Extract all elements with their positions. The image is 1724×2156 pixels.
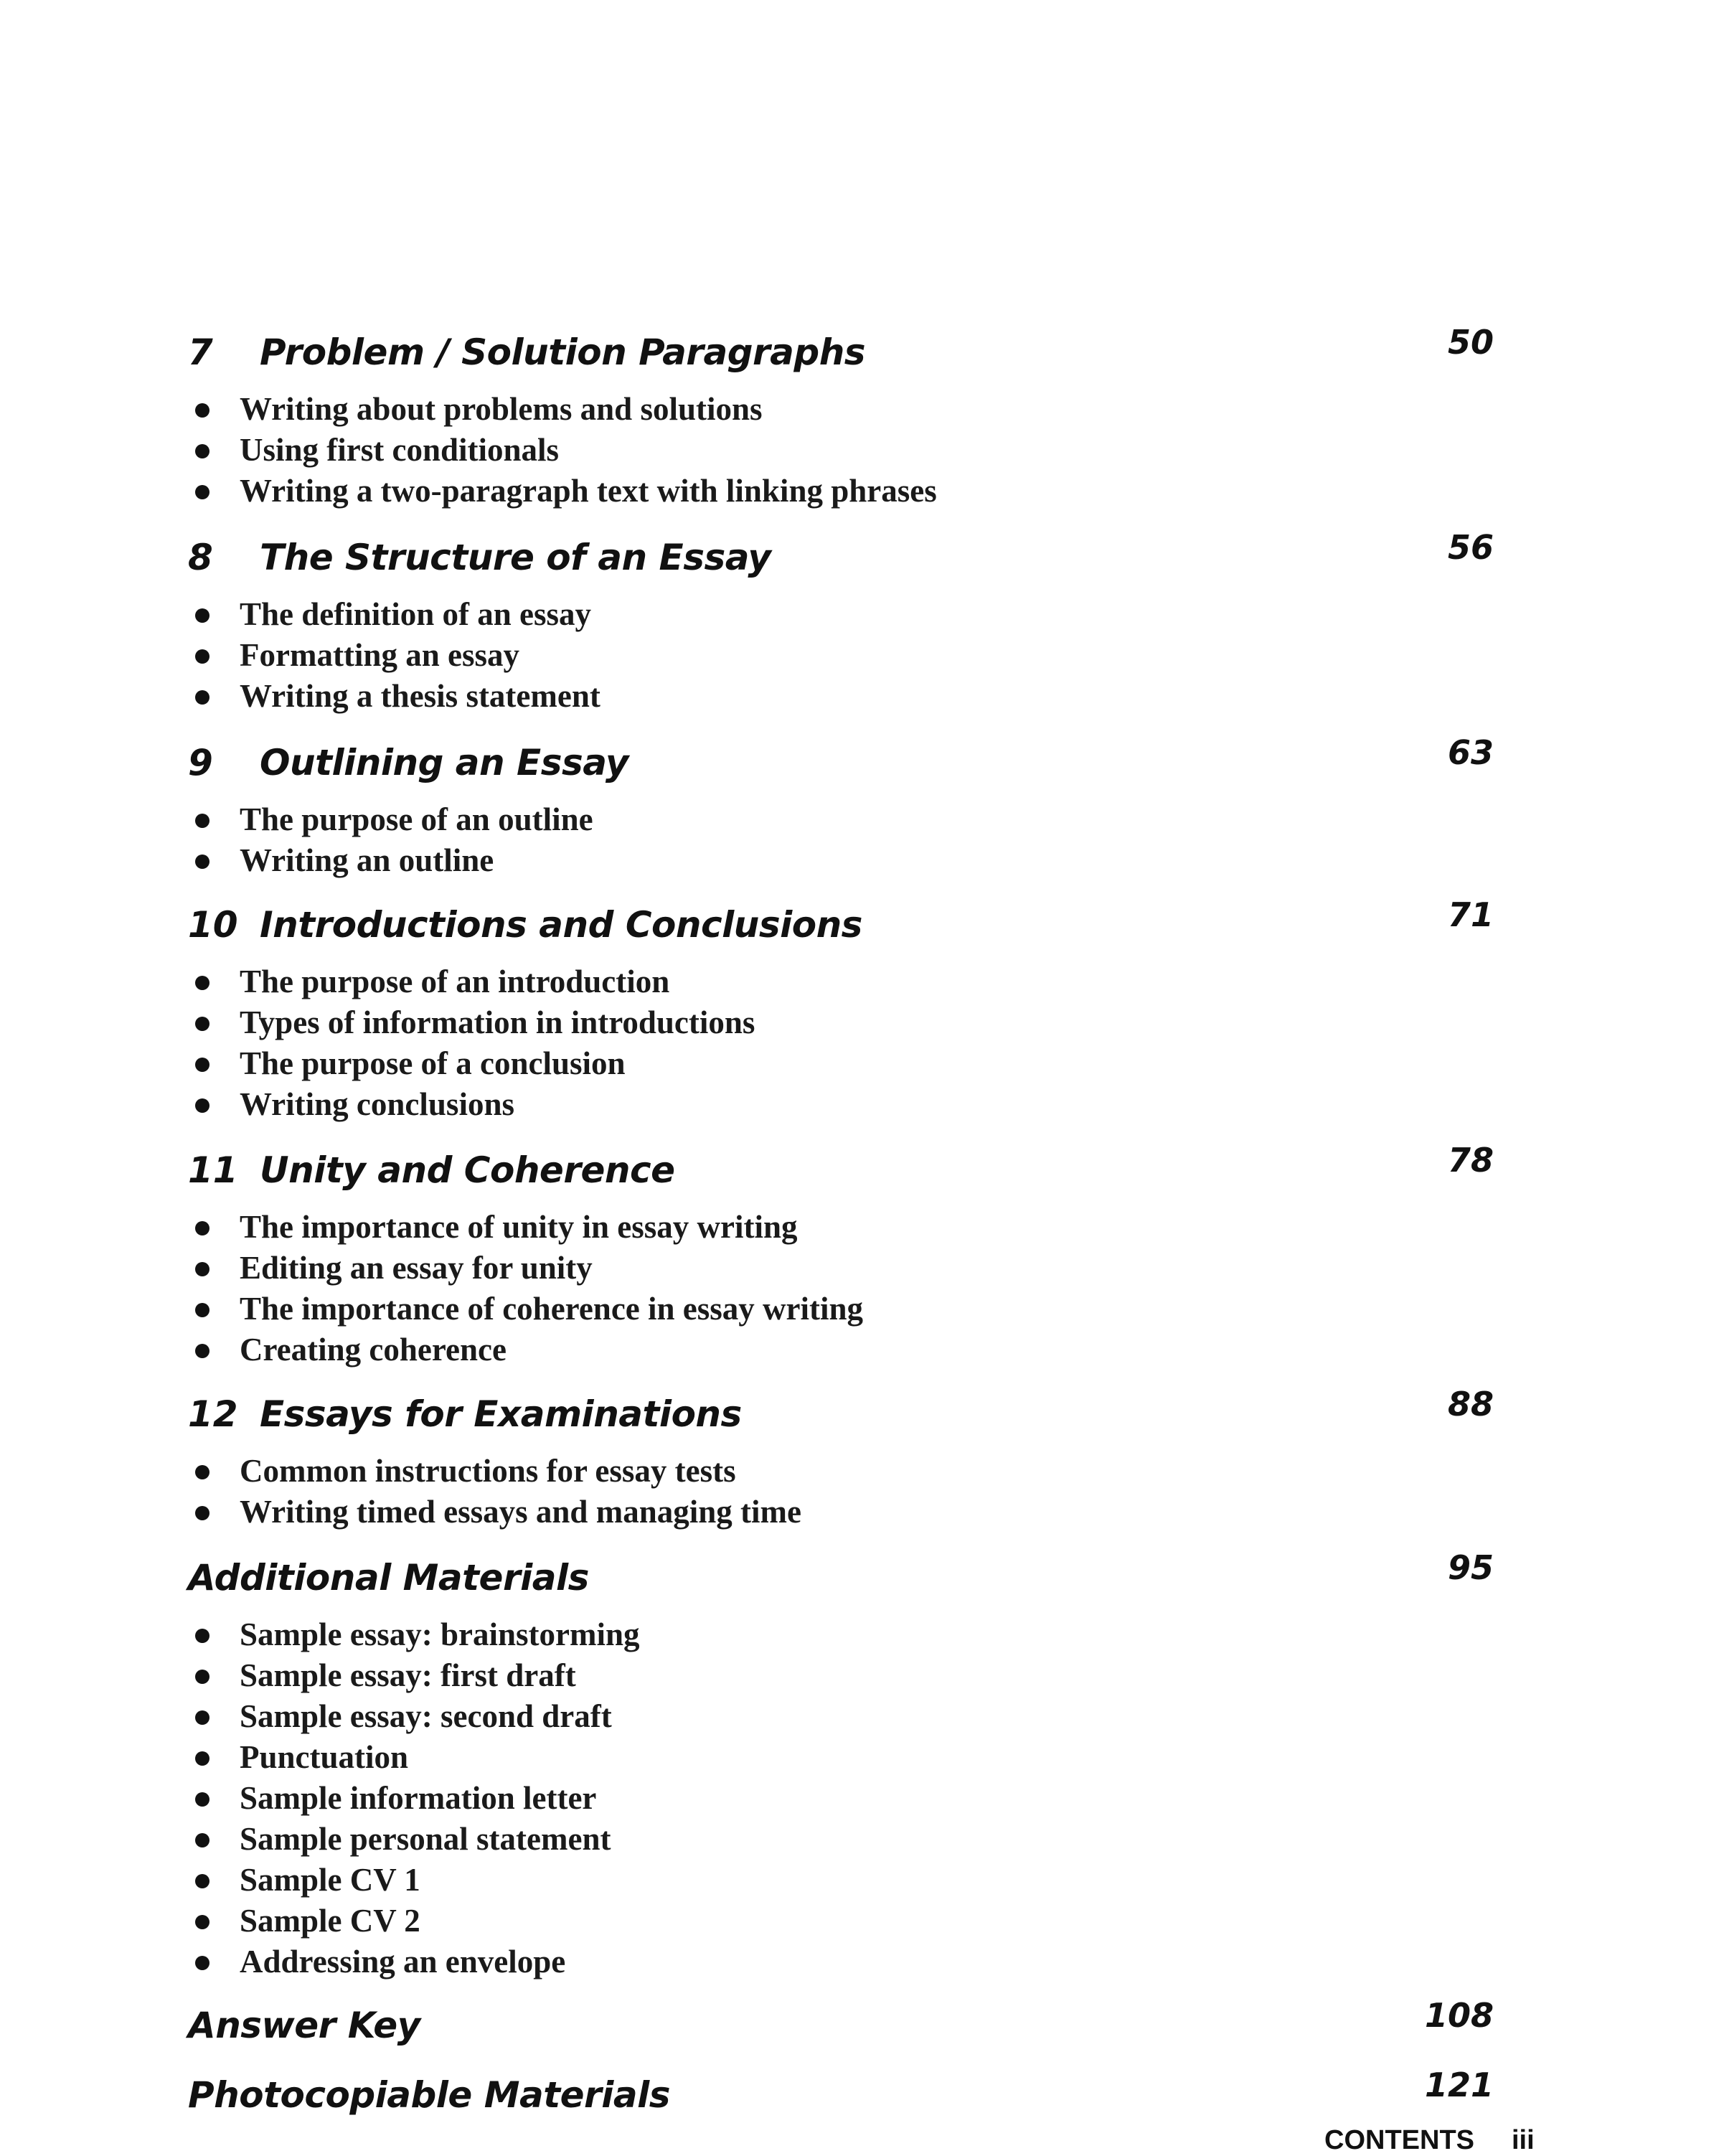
toc-section bbox=[188, 2066, 1494, 2124]
bullet-icon bbox=[195, 1710, 209, 1725]
topic-list bbox=[188, 594, 1494, 717]
section-heading bbox=[188, 1141, 1494, 1200]
page-number: 50 bbox=[1447, 323, 1494, 362]
toc-section bbox=[188, 1548, 1494, 1982]
page-footer bbox=[1324, 2125, 1535, 2156]
list-item bbox=[188, 1860, 1494, 1901]
bullet-icon bbox=[195, 1058, 209, 1072]
topic-text: Sample CV 1 bbox=[240, 1862, 420, 1898]
topic-text: Writing timed essays and managing time bbox=[240, 1494, 801, 1530]
bullet-icon bbox=[195, 814, 209, 828]
chapter-title: Unity and Coherence bbox=[260, 1149, 675, 1191]
chapter-number: 12 bbox=[188, 1393, 238, 1435]
topic-text: The importance of coherence in essay writing bbox=[240, 1291, 864, 1327]
page-number: 108 bbox=[1424, 1996, 1494, 2035]
section-heading bbox=[188, 528, 1494, 587]
section-heading bbox=[188, 323, 1494, 382]
bullet-icon bbox=[195, 1833, 209, 1847]
toc-section bbox=[188, 733, 1494, 881]
bullet-icon bbox=[195, 1874, 209, 1888]
bullet-icon bbox=[195, 1751, 209, 1766]
page-number: 121 bbox=[1424, 2066, 1494, 2104]
topic-text: The definition of an essay bbox=[240, 596, 592, 632]
page-number: 95 bbox=[1447, 1548, 1494, 1587]
list-item bbox=[188, 1207, 1494, 1248]
list-item bbox=[188, 1819, 1494, 1860]
chapter-title: Answer Key bbox=[188, 2005, 420, 2046]
bullet-icon bbox=[195, 1465, 209, 1479]
page-number: 88 bbox=[1447, 1385, 1494, 1423]
list-item bbox=[188, 961, 1494, 1002]
bullet-icon bbox=[195, 403, 209, 418]
topic-text: Sample essay: first draft bbox=[240, 1657, 576, 1693]
bullet-icon bbox=[195, 1792, 209, 1807]
chapter-number: 11 bbox=[188, 1149, 238, 1191]
topic-text: Writing a thesis statement bbox=[240, 678, 600, 714]
topic-list bbox=[188, 1614, 1494, 1982]
list-item bbox=[188, 1737, 1494, 1778]
topic-text: Sample essay: second draft bbox=[240, 1698, 612, 1734]
bullet-icon bbox=[195, 1262, 209, 1276]
bullet-icon bbox=[195, 1506, 209, 1520]
bullet-icon bbox=[195, 485, 209, 499]
topic-text: The purpose of an outline bbox=[240, 801, 593, 837]
section-heading bbox=[188, 1548, 1494, 1607]
list-item bbox=[188, 1941, 1494, 1982]
topic-list bbox=[188, 799, 1494, 881]
topic-text: Sample CV 2 bbox=[240, 1903, 420, 1939]
chapter-title: Additional Materials bbox=[188, 1557, 589, 1599]
bullet-icon bbox=[195, 1915, 209, 1929]
bullet-icon bbox=[195, 1017, 209, 1031]
chapter-number: 7 bbox=[188, 331, 213, 373]
bullet-icon bbox=[195, 608, 209, 623]
list-item bbox=[188, 1696, 1494, 1737]
chapter-title: Photocopiable Materials bbox=[188, 2074, 670, 2116]
topic-text: The purpose of an introduction bbox=[240, 964, 670, 999]
footer-page-number: iii bbox=[1512, 2125, 1535, 2155]
topic-text: Sample information letter bbox=[240, 1780, 597, 1816]
section-heading bbox=[188, 1996, 1494, 2055]
topic-text: Writing conclusions bbox=[240, 1086, 514, 1122]
topic-text: Sample essay: brainstorming bbox=[240, 1616, 640, 1652]
toc-section bbox=[188, 1996, 1494, 2055]
bullet-icon bbox=[195, 1303, 209, 1317]
topic-text: Punctuation bbox=[240, 1739, 409, 1775]
footer-label: CONTENTS bbox=[1324, 2125, 1474, 2155]
chapter-number: 9 bbox=[188, 742, 213, 783]
chapter-title: Introductions and Conclusions bbox=[260, 904, 862, 946]
topic-text: Writing about problems and solutions bbox=[240, 391, 763, 427]
page-number: 71 bbox=[1447, 895, 1494, 934]
chapter-title: Problem / Solution Paragraphs bbox=[260, 331, 866, 373]
chapter-title: Essays for Examinations bbox=[260, 1393, 742, 1435]
topic-text: Using first conditionals bbox=[240, 432, 560, 468]
page-number: 56 bbox=[1447, 528, 1494, 567]
list-item bbox=[188, 1614, 1494, 1655]
toc-section bbox=[188, 323, 1494, 512]
chapter-number: 10 bbox=[188, 904, 238, 946]
list-item bbox=[188, 840, 1494, 881]
bullet-icon bbox=[195, 855, 209, 869]
toc-section bbox=[188, 895, 1494, 1125]
list-item bbox=[188, 1289, 1494, 1329]
bullet-icon bbox=[195, 649, 209, 664]
toc-section bbox=[188, 1385, 1494, 1533]
toc-section bbox=[188, 528, 1494, 717]
bullet-icon bbox=[195, 1670, 209, 1684]
topic-text: Addressing an envelope bbox=[240, 1944, 566, 1980]
list-item bbox=[188, 1002, 1494, 1043]
list-item bbox=[188, 1043, 1494, 1084]
topic-text: Writing an outline bbox=[240, 842, 494, 878]
list-item bbox=[188, 1329, 1494, 1370]
section-heading bbox=[188, 1385, 1494, 1444]
topic-text: Common instructions for essay tests bbox=[240, 1453, 736, 1489]
topic-text: Sample personal statement bbox=[240, 1821, 611, 1857]
list-item bbox=[188, 1084, 1494, 1125]
bullet-icon bbox=[195, 1221, 209, 1235]
topic-list bbox=[188, 961, 1494, 1125]
list-item bbox=[188, 389, 1494, 430]
topic-text: The purpose of a conclusion bbox=[240, 1045, 626, 1081]
topic-text: Types of information in introductions bbox=[240, 1004, 755, 1040]
chapter-title: The Structure of an Essay bbox=[260, 537, 771, 578]
list-item bbox=[188, 471, 1494, 512]
page-number: 78 bbox=[1447, 1141, 1494, 1180]
list-item bbox=[188, 1655, 1494, 1696]
chapter-title: Outlining an Essay bbox=[260, 742, 629, 783]
topic-list bbox=[188, 1207, 1494, 1370]
list-item bbox=[188, 1778, 1494, 1819]
list-item bbox=[188, 594, 1494, 635]
bullet-icon bbox=[195, 444, 209, 458]
bullet-icon bbox=[195, 1344, 209, 1358]
section-heading bbox=[188, 733, 1494, 792]
topic-list bbox=[188, 389, 1494, 512]
topic-list bbox=[188, 1451, 1494, 1533]
list-item bbox=[188, 676, 1494, 717]
topic-text: Formatting an essay bbox=[240, 637, 519, 673]
list-item bbox=[188, 799, 1494, 840]
bullet-icon bbox=[195, 690, 209, 705]
list-item bbox=[188, 1451, 1494, 1492]
list-item bbox=[188, 1248, 1494, 1289]
chapter-number: 8 bbox=[188, 537, 213, 578]
bullet-icon bbox=[195, 976, 209, 990]
list-item bbox=[188, 635, 1494, 676]
topic-text: The importance of unity in essay writing bbox=[240, 1209, 798, 1245]
list-item bbox=[188, 1492, 1494, 1533]
page-number: 63 bbox=[1447, 733, 1494, 772]
bullet-icon bbox=[195, 1629, 209, 1643]
bullet-icon bbox=[195, 1956, 209, 1970]
topic-text: Writing a two-paragraph text with linking phrases bbox=[240, 473, 937, 509]
topic-text: Creating coherence bbox=[240, 1332, 507, 1367]
toc-section bbox=[188, 1141, 1494, 1370]
list-item bbox=[188, 1901, 1494, 1941]
list-item bbox=[188, 430, 1494, 471]
bullet-icon bbox=[195, 1098, 209, 1113]
topic-text: Editing an essay for unity bbox=[240, 1250, 593, 1286]
section-heading bbox=[188, 895, 1494, 954]
section-heading bbox=[188, 2066, 1494, 2124]
